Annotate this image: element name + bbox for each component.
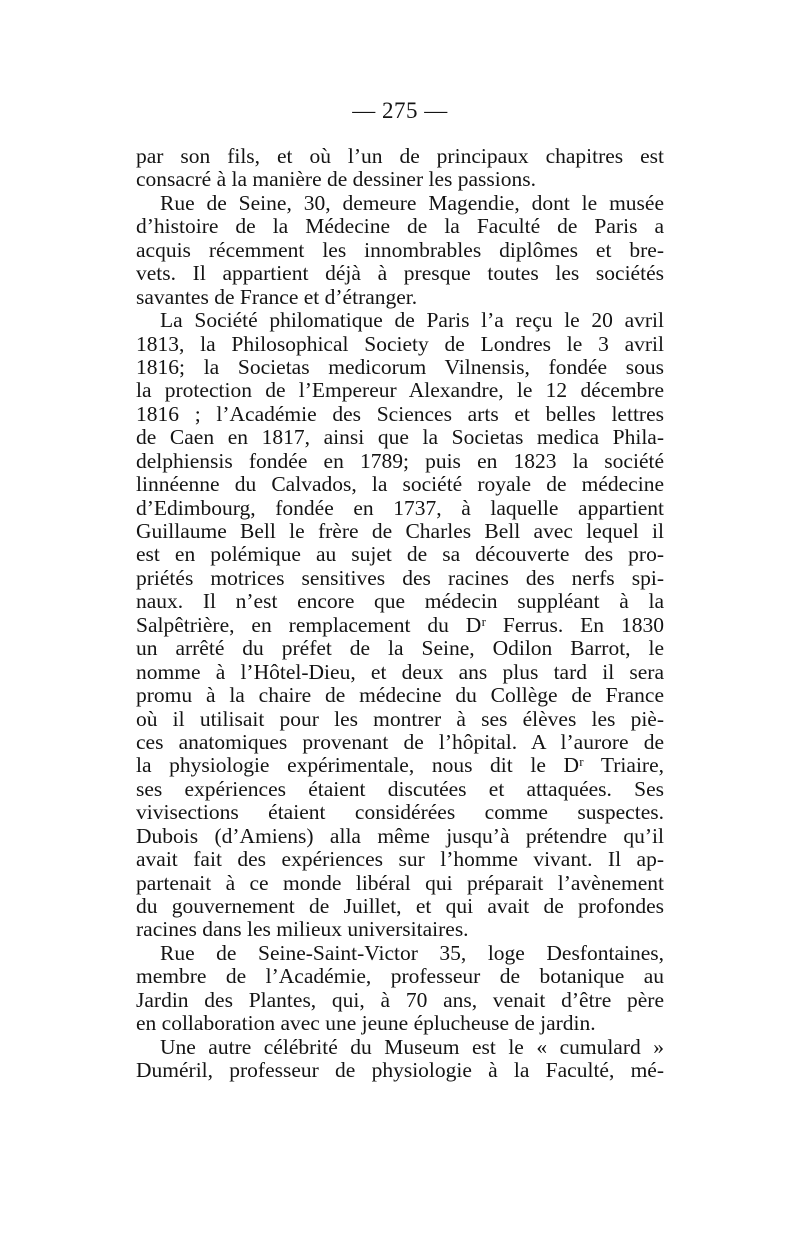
text-line: la physiologie expérimentale, nous dit le Dʳ Triaire, [136, 753, 664, 778]
text-line: Jardin des Plantes, qui, à 70 ans, venait d’être père [136, 987, 664, 1012]
paragraph-start: Une autre célébrité du Museum est le « cumulard » [160, 1034, 664, 1059]
paragraph-start: Rue de Seine-Saint-Victor 35, loge Desfontaines, [160, 940, 664, 965]
text-line: priétés motrices sensitives des racines des nerfs spi- [136, 565, 664, 590]
text-line: ces anatomiques provenant de l’hôpital. A l’aurore de [136, 729, 664, 754]
text-line: par son fils, et où l’un de principaux chapitres est [136, 144, 664, 168]
page-number: — 275 — [352, 98, 448, 123]
text-line: Dubois (d’Amiens) alla même jusqu’à prétendre qu’il [136, 823, 664, 848]
text-line: en collaboration avec une jeune éplucheuse de jardin. [136, 1011, 596, 1036]
text-line: delphiensis fondée en 1789; puis en 1823 la société [136, 448, 664, 473]
text-line: 1816; la Societas medicorum Vilnensis, fondée sous [136, 354, 664, 379]
paragraph-start: La Société philomatique de Paris l’a reçu le 20 avril [160, 308, 664, 333]
text-line: d’Edimbourg, fondée en 1737, à laquelle appartient [136, 495, 664, 520]
text-line: 1816 ; l’Académie des Sciences arts et belles lettres [136, 401, 664, 426]
text-line: ses expériences étaient discutées et attaquées. Ses [136, 776, 664, 801]
text-line: naux. Il n’est encore que médecin suppléant à la [136, 589, 664, 614]
text-line: d’histoire de la Médecine de la Faculté de Paris a [136, 214, 664, 239]
text-line: de Caen en 1817, ainsi que la Societas medica Phila- [136, 425, 664, 450]
text-line: 1813, la Philosophical Society de Londres le 3 avril [136, 331, 664, 356]
text-line: partenait à ce monde libéral qui préparait l’avènement [136, 870, 664, 895]
text-line: vets. Il appartient déjà à presque toutes les sociétés [136, 261, 664, 286]
paragraph-start: Rue de Seine, 30, demeure Magendie, dont le musée [160, 190, 664, 215]
text-line: promu à la chaire de médecine du Collège de France [136, 683, 664, 708]
text-line: consacré à la manière de dessiner les passions. [136, 167, 536, 192]
text-line: du gouvernement de Juillet, et qui avait de profondes [136, 894, 664, 918]
text-line: la protection de l’Empereur Alexandre, le 12 décembre [136, 378, 664, 403]
text-line: un arrêté du préfet de la Seine, Odilon Barrot, le [136, 636, 664, 661]
text-line: linnéenne du Calvados, la société royale de médecine [136, 472, 664, 497]
text-line: acquis récemment les innombrables diplômes et bre- [136, 237, 664, 262]
text-line: Salpêtrière, en remplacement du Dʳ Ferrus. En 1830 [136, 612, 664, 637]
body-text [136, 145, 664, 1083]
text-line: savantes de France et d’étranger. [136, 284, 418, 309]
text-line: nomme à l’Hôtel-Dieu, et deux ans plus tard il sera [136, 659, 664, 684]
text-line: est en polémique au sujet de sa découverte des pro- [136, 542, 664, 567]
text-line: Duméril, professeur de physiologie à la Faculté, mé- [136, 1058, 664, 1083]
text-line: vivisections étaient considérées comme suspectes. [136, 800, 664, 825]
text-line: racines dans les milieux universitaires. [136, 917, 469, 942]
text-line: où il utilisait pour les montrer à ses élèves les piè- [136, 706, 664, 731]
text-line: membre de l’Académie, professeur de botanique au [136, 964, 664, 989]
text-line: Guillaume Bell le frère de Charles Bell avec lequel il [136, 519, 664, 543]
text-line: avait fait des expériences sur l’homme vivant. Il ap- [136, 847, 664, 872]
